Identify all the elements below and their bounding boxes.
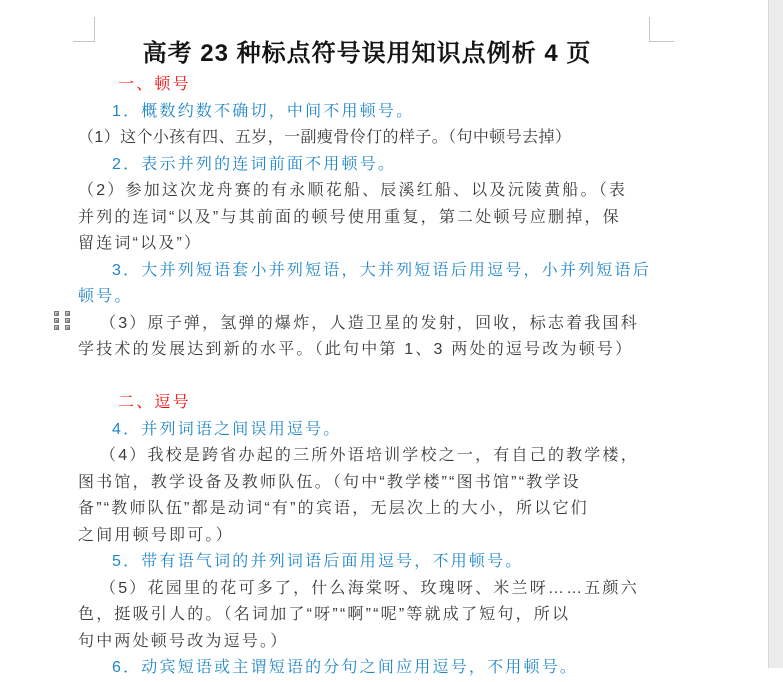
doc-line[interactable]: 二、逗号 — [118, 394, 191, 411]
doc-line[interactable]: 6．动宾短语或主谓短语的分句之间应用逗号，不用顿号。 — [112, 659, 579, 676]
canvas-gutter — [768, 0, 783, 668]
doc-line[interactable]: （3）原子弹，氢弹的爆炸，人造卫星的发射，回收，标志着我国科 — [100, 314, 639, 332]
doc-line[interactable]: 顿号。 — [78, 288, 133, 305]
drag-handle-dot — [54, 311, 59, 316]
drag-handle-dot — [65, 318, 70, 323]
document-body[interactable] — [78, 72, 678, 682]
doc-line[interactable]: 一、顿号 — [118, 76, 191, 93]
drag-handle-dot — [65, 311, 70, 316]
drag-handle-icon[interactable] — [54, 311, 70, 331]
doc-line[interactable]: 4．并列词语之间误用逗号。 — [112, 420, 342, 438]
doc-line[interactable]: 色，挺吸引人的。（名词加了“呀”“啊”“呢”等就成了短句，所以 — [78, 606, 571, 623]
doc-line[interactable]: 1．概数约数不确切，中间不用顿号。 — [112, 102, 415, 120]
doc-line[interactable]: 句中两处顿号改为逗号。） — [78, 632, 289, 650]
doc-line[interactable]: 之间用顿号即可。） — [78, 526, 234, 544]
document-title[interactable]: 高考 23 种标点符号误用知识点例析 4 页 — [142, 40, 592, 67]
doc-line[interactable]: 2．表示并列的连词前面不用顿号。 — [112, 155, 397, 173]
doc-line[interactable]: 留连词“以及”） — [78, 235, 203, 252]
drag-handle-dot — [54, 325, 59, 330]
doc-line[interactable]: 备”“教师队伍”都是动词“有”的宾语，无层次上的大小，所以它们 — [78, 500, 589, 517]
doc-line[interactable]: （1）这个小孩有四、五岁，一副瘦骨伶仃的样子。（句中顿号去掉） — [78, 129, 572, 146]
doc-line[interactable]: 图书馆，教学设备及教师队伍。（句中“教学楼”“图书馆”“教学设 — [78, 473, 581, 491]
doc-line[interactable]: 学技术的发展达到新的水平。（此句中第 1、3 两处的逗号改为顿号） — [78, 341, 634, 358]
doc-line[interactable] — [78, 364, 678, 391]
doc-line[interactable]: 3．大并列短语套小并列短语，大并列短语后用逗号，小并列短语后 — [112, 261, 651, 279]
doc-line[interactable]: （5）花园里的花可多了，什么海棠呀、玫瑰呀、米兰呀……五颜六 — [100, 579, 639, 597]
doc-line[interactable]: （2）参加这次龙舟赛的有永顺花船、辰溪红船、以及沅陵黄船。（表 — [78, 182, 628, 199]
drag-handle-dot — [65, 325, 70, 330]
doc-line[interactable]: （4）我校是跨省办起的三所外语培训学校之一，有自己的教学楼， — [100, 447, 639, 464]
doc-line[interactable]: 并列的连词“以及”与其前面的顿号使用重复，第二处顿号应删掉，保 — [78, 208, 621, 226]
drag-handle-dot — [54, 318, 59, 323]
doc-line[interactable]: 5．带有语气词的并列词语后面用逗号，不用顿号。 — [112, 553, 524, 570]
